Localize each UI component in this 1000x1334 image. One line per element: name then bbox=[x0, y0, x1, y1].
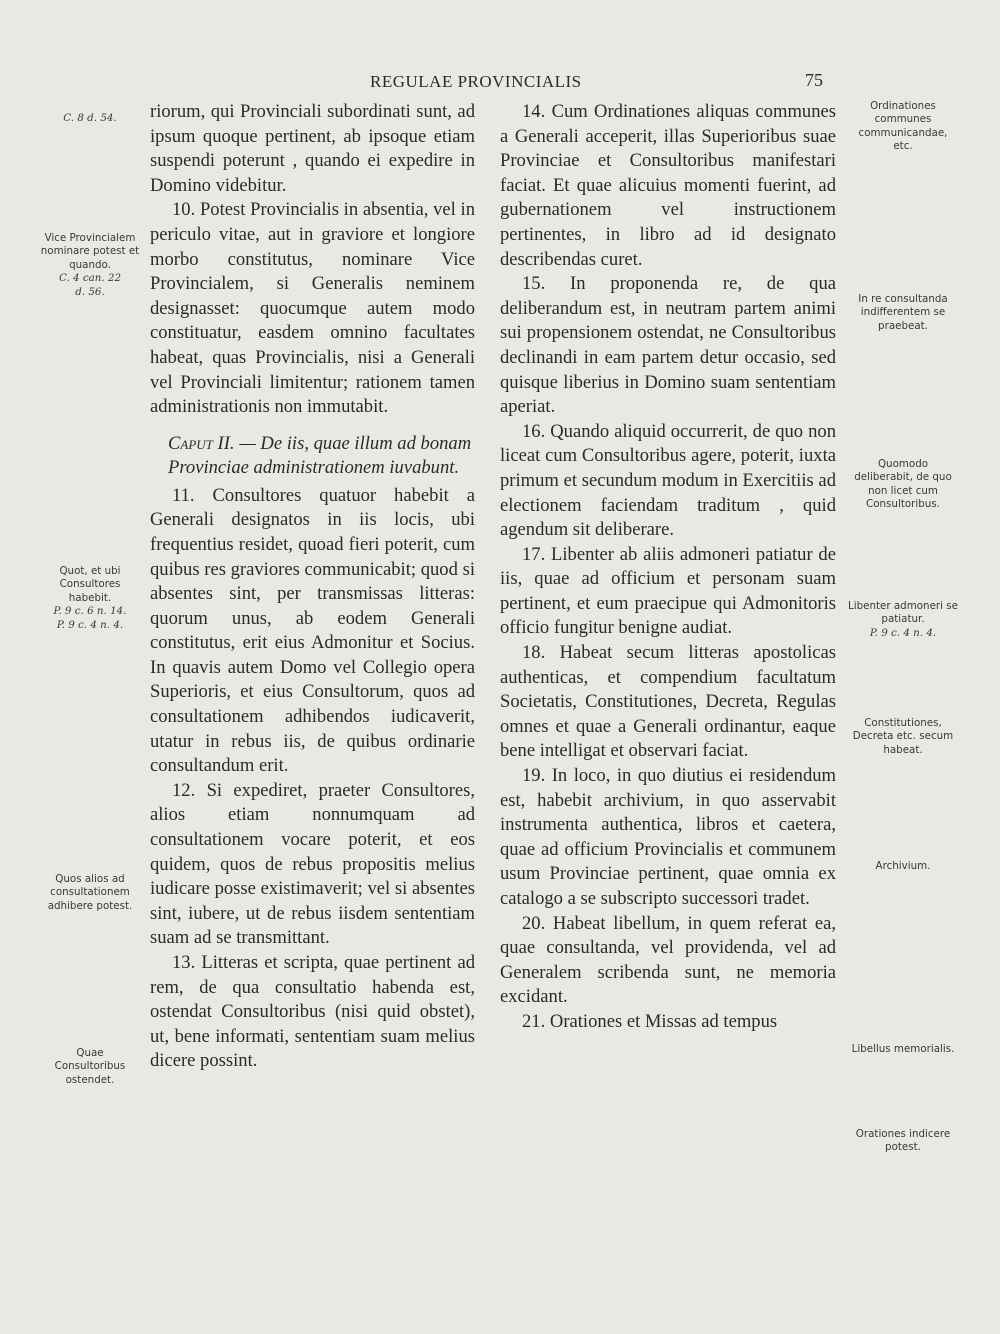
paragraph-continued: riorum, qui Provinciali subordinati sunt, ad ipsum quoque pertinent, ab ipsoque etiam suspendi poterunt , quando ei expedire in Domino videbitur. bbox=[150, 101, 475, 196]
chapter-title: — De iis, quae illum ad bonam Provinciae administrationem iuvabunt. bbox=[168, 432, 472, 478]
margin-note-orationes: Orationes indicere potest. bbox=[855, 1128, 951, 1154]
margin-note-libenter-admoneri bbox=[848, 600, 958, 640]
right-text-column bbox=[500, 100, 836, 1035]
margin-note-archivium: Archivium. bbox=[875, 860, 931, 872]
paragraph-17: 17. Libenter ab aliis admoneri patiatur de iis, quae ad officium et personam suam pertinent, et eum praecipue qui Admonitoris officio fungitur benigne audiat. bbox=[500, 543, 836, 639]
margin-note-quos-alios bbox=[40, 873, 140, 913]
margin-note-text: Quos alios ad consultationem adhibere potest. bbox=[47, 873, 133, 912]
margin-note-ordinationes: Ordinationes communes communicandae, etc. bbox=[858, 100, 948, 153]
page-number: 75 bbox=[805, 70, 823, 90]
chapter-heading bbox=[150, 432, 475, 480]
paragraph-13: 13. Litteras et scripta, quae pertinent ad rem, de qua consultatio habenda est, ostendat Consultoribus (nisi quid obstet), ut, bene informati, sententiam suam melius dicere possint. bbox=[150, 952, 475, 1072]
paragraph-18: 18. Habeat secum litteras apostolicas authenticas, et compendium facultatum Societatis, Constitutiones, Decreta, Regulas omnes et quae a Generali ordinantur, eaque bene intelligat et observari faciat. bbox=[500, 642, 836, 762]
margin-ref: C. 4 can. 22 bbox=[58, 272, 122, 285]
margin-note-text: Vice Provincialem nominare potest et quando. bbox=[40, 232, 140, 271]
paragraph-10: 10. Potest Provincialis in absentia, vel in periculo vitae, aut in graviore et longiore morbo constitutus, nominare Vice Provincialem, si Generalis neminem designasset: quocumque autem modo constituatur, easdem omnino facultates habeat, quas Provincialis, nisi a Generali vel Provinciali limitentur; rationem tamen administrationis non immutabit. bbox=[150, 199, 475, 418]
margin-ref: P. 9 c. 4 n. 4. bbox=[56, 618, 124, 631]
left-text-column bbox=[150, 100, 475, 1074]
paragraph-16: 16. Quando aliquid occurrerit, de quo non liceat cum Consultoribus agere, poterit, iuxta primum et secundum modum in Exercitiis ad electionem faciendam traditum , quid agendum sit deliberare. bbox=[500, 420, 836, 541]
running-title: REGULAE PROVINCIALIS bbox=[370, 72, 582, 91]
margin-note-vice-provincial bbox=[40, 232, 140, 299]
margin-note-consultores bbox=[40, 565, 140, 632]
paragraph-15: 15. In proponenda re, de qua deliberandum est, in neutram partem animi sui propensionem ostendat, ne Consultoribus declinandi in eam partem detur occasio, sed quisque liberius in Domino suam sententiam aperiat. bbox=[500, 273, 836, 418]
margin-ref: C. 8 d. 54. bbox=[63, 112, 117, 124]
paragraph-14: 14. Cum Ordinationes aliquas communes a Generali acceperit, illas Superioribus suae Provinciae et Consultoribus manifestari faciat. Et quae alicuius momenti fuerint, ad gubernationem vel instructionem pertinentes, in libro ad id designato describendas curet. bbox=[500, 101, 836, 270]
margin-ref: P. 9 c. 6 n. 14. bbox=[53, 605, 127, 618]
margin-note-libellus: Libellus memorialis. bbox=[851, 1043, 955, 1055]
margin-ref: P. 9 c. 4 n. 4. bbox=[869, 626, 937, 639]
margin-note-text: Quae Consultoribus ostendet. bbox=[54, 1047, 126, 1086]
margin-note-in-re-consultanda: In re consultanda indifferentem se praebeat. bbox=[858, 293, 948, 332]
margin-note-text: Libenter admoneri se patiatur. bbox=[848, 600, 958, 626]
margin-ref: d. 56. bbox=[75, 285, 105, 298]
paragraph-11: 11. Consultores quatuor habebit a Generali designatos in iis locis, ubi frequentius residet, quoad fieri poterit, cum quibus res graviores communicabit; quod si absentes sint, per transmissas litteras: quorum unus, ab eodem Generali constitutus, erit eius Admonitur et Socius. In quavis autem Domo vel Collegio opera Superioris, et eius Consultorum, quos ad consultationem adhibendos iudicaverit, utatur in rebus iis, de quibus ordinarie consultandum erit. bbox=[150, 484, 475, 777]
paragraph-19: 19. In loco, in quo diutius ei residendum est, habebit archivium, in quo asservabit instrumenta authentica, libros et caetera, quae ad officium Provincialis et communem usum Provinciae pertinent, quae omnia ex catalogo a se subscripto successori tradet. bbox=[500, 765, 836, 909]
chapter-label: Caput II. bbox=[168, 432, 235, 454]
paragraph-20: 20. Habeat libellum, in quem referat ea, quae consultanda, vel providenda, vel ad Generalem scribenda sunt, ne memoria excidant. bbox=[500, 912, 836, 1008]
margin-note-text: Quot, et ubi Consultores habebit. bbox=[59, 565, 121, 604]
margin-note-quomodo-deliberabit: Quomodo deliberabit, de quo non licet cum Consultoribus. bbox=[854, 458, 952, 511]
margin-note-quae-consultoribus bbox=[40, 1047, 140, 1087]
margin-note-ref-1 bbox=[40, 112, 140, 125]
paragraph-12: 12. Si expediret, praeter Consultores, alios etiam nonnumquam ad consultationem vocare poterit, et eos quidem, quos de rebus propositis melius iudicare posse existimaverit; vel si absentes sint, iubere, ut de rebus iisdem sententiam suam ad se transmittant. bbox=[150, 779, 475, 949]
margin-note-constitutiones: Constitutiones, Decreta etc. secum habeat. bbox=[852, 717, 954, 756]
paragraph-21: 21. Orationes et Missas ad tempus bbox=[522, 1010, 778, 1032]
